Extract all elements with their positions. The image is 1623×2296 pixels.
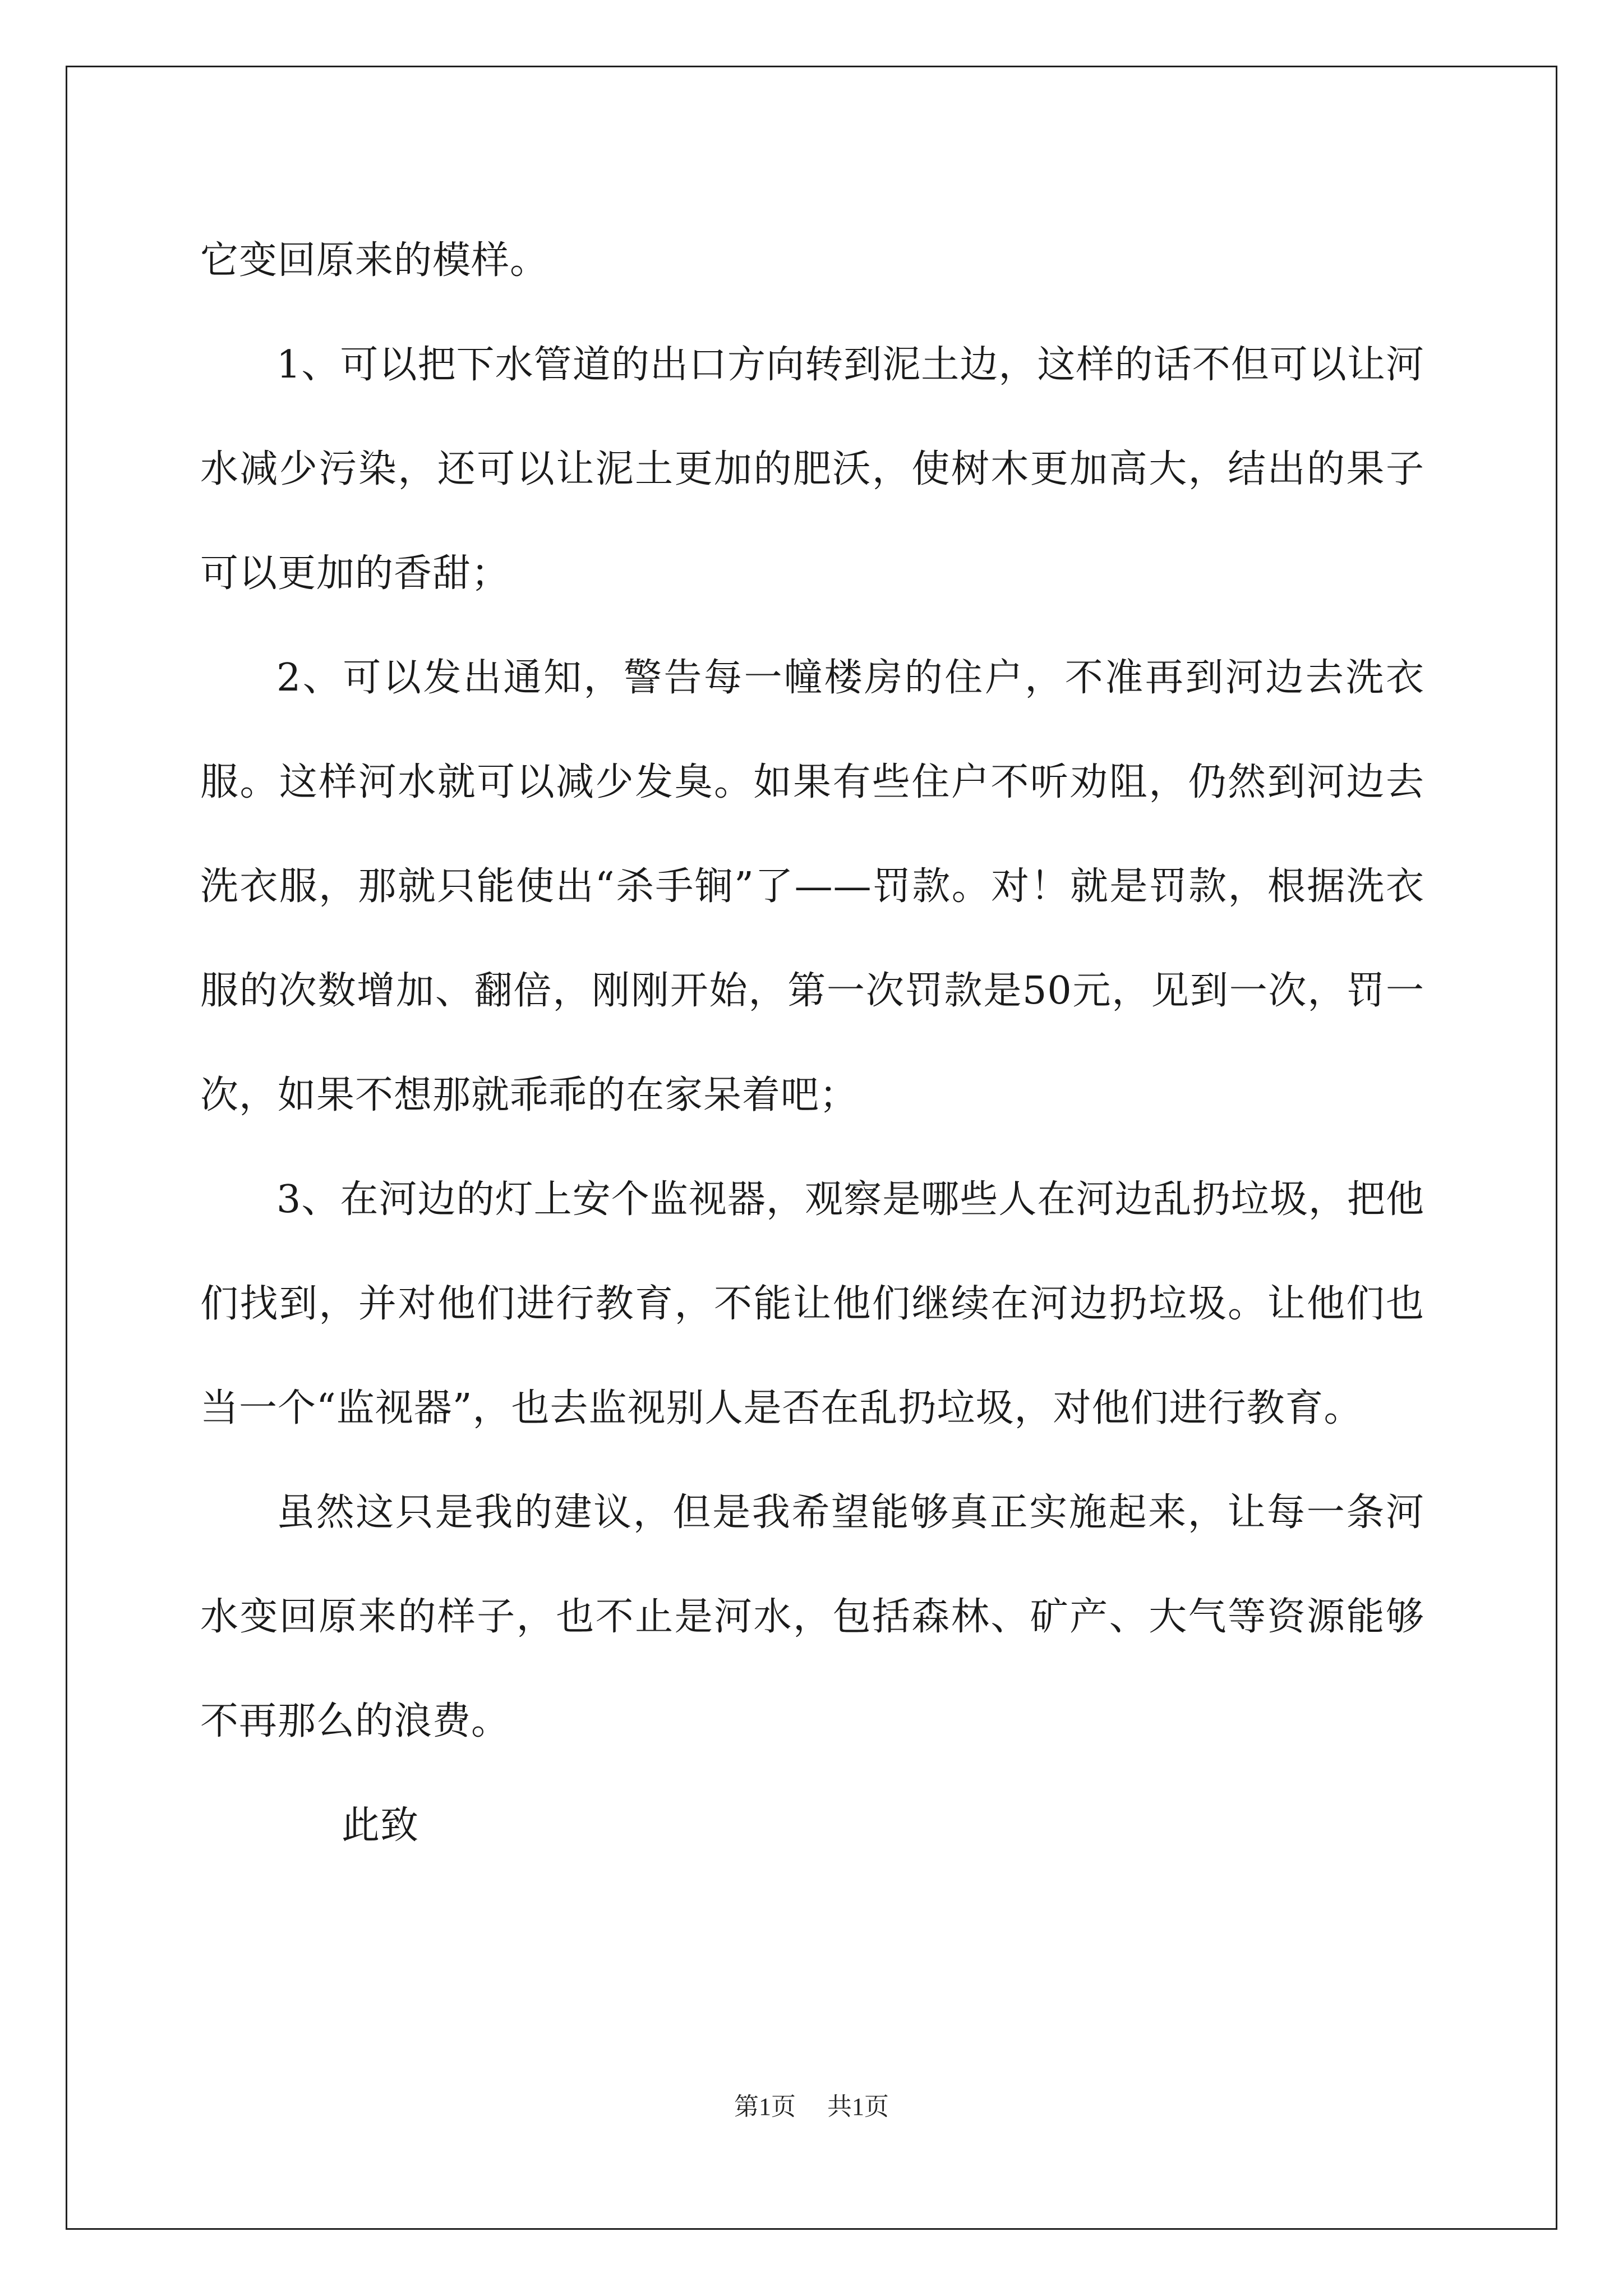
paragraph-suggestion-1: 1、可以把下水管道的出口方向转到泥土边，这样的话不但可以让河水减少污染，还可以让泥土更加的肥沃，使树木更加高大，结出的果子可以更加的香甜； bbox=[200, 343, 1424, 596]
paragraph-suggestion-3: 3、在河边的灯上安个监视器，观察是哪些人在河边乱扔垃圾，把他们找到，并对他们进行教育，不能让他们继续在河边扔垃圾。让他们也当一个“监视器”，也去监视别人是否在乱扔垃圾，对他们进行教育。 bbox=[200, 1177, 1424, 1430]
page-number: 第1页 bbox=[734, 2093, 796, 2120]
page-total: 共1页 bbox=[827, 2093, 889, 2120]
closing-salutation: 此致 bbox=[342, 1803, 419, 1848]
paragraph-suggestion-2: 2、可以发出通知，警告每一幢楼房的住户，不准再到河边去洗衣服。这样河水就可以减少发臭。如果有些住户不听劝阻，仍然到河边去洗衣服，那就只能使出“杀手锏”了——罚款。对！就是罚款，根据洗衣服的次数增加、翻倍，刚刚开始，第一次罚款是50元，见到一次，罚一次，如果不想那就乖乖的在家呆着吧； bbox=[200, 656, 1424, 1117]
page-footer bbox=[0, 2091, 1623, 2123]
paragraph-continuation: 它变回原来的模样。 bbox=[200, 238, 549, 283]
document-body bbox=[200, 209, 1424, 1878]
paragraph-conclusion: 虽然这只是我的建议，但是我希望能够真正实施起来，让每一条河水变回原来的样子，也不止是河水，包括森林、矿产、大气等资源能够不再那么的浪费。 bbox=[200, 1490, 1424, 1743]
